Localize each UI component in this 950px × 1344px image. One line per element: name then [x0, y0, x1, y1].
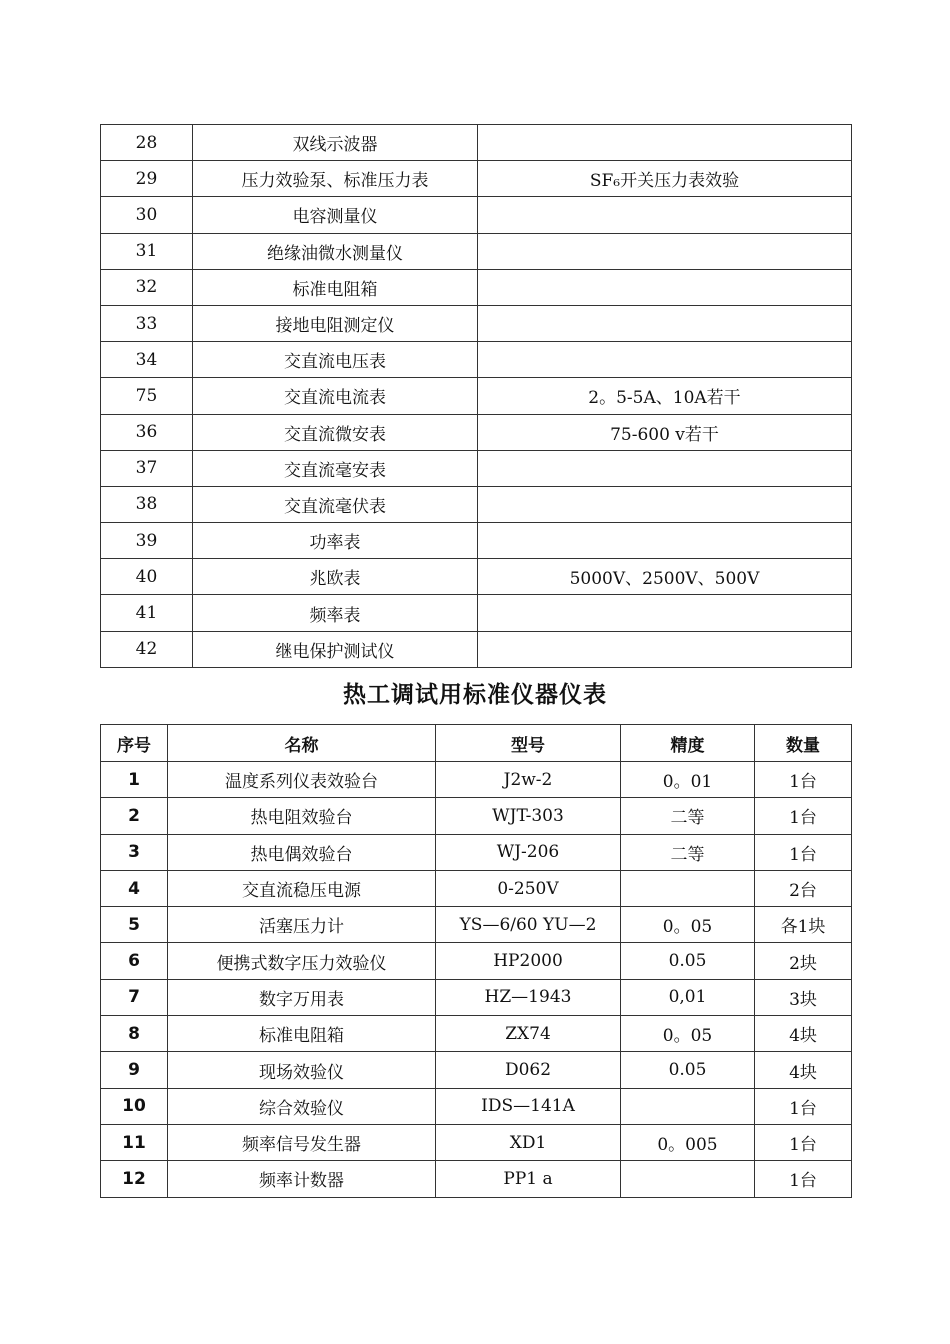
instrument-precision: 0。005 [621, 1124, 755, 1160]
instrument-name: 交直流电流表 [193, 378, 478, 414]
instrument-name: 继电保护测试仪 [193, 631, 478, 667]
row-number: 29 [101, 161, 193, 197]
table-row [101, 1161, 852, 1197]
table-row [101, 197, 852, 233]
table-row [101, 414, 852, 450]
table-row [101, 450, 852, 486]
instrument-precision [621, 1088, 755, 1124]
header-model: 型号 [436, 725, 621, 762]
instrument-model: YS—6/60 YU—2 [436, 907, 621, 943]
instrument-name: 兆欧表 [193, 559, 478, 595]
instrument-table-continued [100, 124, 852, 668]
instrument-name: 绝缘油微水测量仪 [193, 233, 478, 269]
instrument-name: 标准电阻箱 [168, 1016, 436, 1052]
table-row [101, 486, 852, 522]
row-number: 11 [101, 1124, 168, 1160]
instrument-name: 活塞压力计 [168, 907, 436, 943]
row-number: 10 [101, 1088, 168, 1124]
table-row [101, 378, 852, 414]
table-header-row [101, 725, 852, 762]
row-number: 37 [101, 450, 193, 486]
instrument-name: 标准电阻箱 [193, 269, 478, 305]
instrument-model: J2w-2 [436, 762, 621, 798]
table-row [101, 1088, 852, 1124]
row-number: 30 [101, 197, 193, 233]
table-row [101, 631, 852, 667]
instrument-precision: 二等 [621, 834, 755, 870]
instrument-name: 交直流微安表 [193, 414, 478, 450]
row-number: 42 [101, 631, 193, 667]
instrument-note [478, 450, 852, 486]
instrument-name: 频率计数器 [168, 1161, 436, 1197]
table-row [101, 762, 852, 798]
row-number: 38 [101, 486, 193, 522]
instrument-precision: 0。05 [621, 907, 755, 943]
row-number: 6 [101, 943, 168, 979]
row-number: 40 [101, 559, 193, 595]
instrument-name: 热电阻效验台 [168, 798, 436, 834]
instrument-note: 2。5-5A、10A若干 [478, 378, 852, 414]
row-number: 31 [101, 233, 193, 269]
row-number: 2 [101, 798, 168, 834]
instrument-model: IDS—141A [436, 1088, 621, 1124]
instrument-model: HZ—1943 [436, 979, 621, 1015]
instrument-quantity: 1台 [755, 762, 852, 798]
instrument-precision: 0.05 [621, 943, 755, 979]
instrument-name: 压力效验泵、标准压力表 [193, 161, 478, 197]
instrument-note [478, 125, 852, 161]
table-row [101, 342, 852, 378]
instrument-note [478, 523, 852, 559]
instrument-note [478, 631, 852, 667]
header-no: 序号 [101, 725, 168, 762]
instrument-name: 功率表 [193, 523, 478, 559]
instrument-note: SF₆开关压力表效验 [478, 161, 852, 197]
instrument-quantity: 1台 [755, 1088, 852, 1124]
instrument-note [478, 197, 852, 233]
instrument-name: 交直流稳压电源 [168, 870, 436, 906]
instrument-note: 75-600 v若干 [478, 414, 852, 450]
table-row [101, 161, 852, 197]
instrument-note [478, 269, 852, 305]
instrument-model: ZX74 [436, 1016, 621, 1052]
instrument-quantity: 1台 [755, 798, 852, 834]
instrument-model: WJ-206 [436, 834, 621, 870]
instrument-model: HP2000 [436, 943, 621, 979]
header-precision: 精度 [621, 725, 755, 762]
instrument-quantity: 1台 [755, 1161, 852, 1197]
table-row [101, 1052, 852, 1088]
instrument-precision: 二等 [621, 798, 755, 834]
row-number: 33 [101, 305, 193, 341]
table-row [101, 305, 852, 341]
row-number: 41 [101, 595, 193, 631]
header-qty: 数量 [755, 725, 852, 762]
section-title: 热工调试用标准仪器仪表 [343, 682, 607, 708]
row-number: 32 [101, 269, 193, 305]
instrument-name: 数字万用表 [168, 979, 436, 1015]
instrument-model: 0-250V [436, 870, 621, 906]
row-number: 1 [101, 762, 168, 798]
instrument-note [478, 233, 852, 269]
instrument-name: 综合效验仪 [168, 1088, 436, 1124]
instrument-note [478, 342, 852, 378]
table-row [101, 979, 852, 1015]
instrument-name: 双线示波器 [193, 125, 478, 161]
row-number: 8 [101, 1016, 168, 1052]
instrument-precision: 0,01 [621, 979, 755, 1015]
instrument-note: 5000V、2500V、500V [478, 559, 852, 595]
instrument-precision: 0。05 [621, 1016, 755, 1052]
instrument-note [478, 595, 852, 631]
instrument-note [478, 486, 852, 522]
instrument-precision: 0.05 [621, 1052, 755, 1088]
instrument-name: 交直流毫伏表 [193, 486, 478, 522]
row-number: 34 [101, 342, 193, 378]
instrument-quantity: 4块 [755, 1016, 852, 1052]
row-number: 9 [101, 1052, 168, 1088]
instrument-quantity: 3块 [755, 979, 852, 1015]
table-row [101, 269, 852, 305]
row-number: 3 [101, 834, 168, 870]
instrument-note [478, 305, 852, 341]
instrument-name: 接地电阻测定仪 [193, 305, 478, 341]
instrument-name: 频率信号发生器 [168, 1124, 436, 1160]
table-row [101, 907, 852, 943]
row-number: 7 [101, 979, 168, 1015]
header-name: 名称 [168, 725, 436, 762]
row-number: 5 [101, 907, 168, 943]
row-number: 12 [101, 1161, 168, 1197]
table-row [101, 1124, 852, 1160]
instrument-name: 便携式数字压力效验仪 [168, 943, 436, 979]
instrument-quantity: 1台 [755, 834, 852, 870]
table-row [101, 523, 852, 559]
instrument-name: 交直流毫安表 [193, 450, 478, 486]
table-row [101, 233, 852, 269]
table-row [101, 595, 852, 631]
table-row [101, 559, 852, 595]
instrument-quantity: 各1块 [755, 907, 852, 943]
row-number: 36 [101, 414, 193, 450]
instrument-table-body [101, 125, 852, 668]
row-number: 39 [101, 523, 193, 559]
row-number: 28 [101, 125, 193, 161]
table-row [101, 1016, 852, 1052]
instrument-quantity: 2台 [755, 870, 852, 906]
instrument-model: D062 [436, 1052, 621, 1088]
instrument-name: 频率表 [193, 595, 478, 631]
table-row [101, 125, 852, 161]
instrument-quantity: 1台 [755, 1124, 852, 1160]
instrument-quantity: 2块 [755, 943, 852, 979]
instrument-precision [621, 1161, 755, 1197]
instrument-name: 温度系列仪表效验台 [168, 762, 436, 798]
table-row [101, 798, 852, 834]
instrument-precision [621, 870, 755, 906]
instrument-model: WJT-303 [436, 798, 621, 834]
row-number: 4 [101, 870, 168, 906]
table-row [101, 943, 852, 979]
table-row [101, 870, 852, 906]
instrument-name: 电容测量仪 [193, 197, 478, 233]
instrument-name: 交直流电压表 [193, 342, 478, 378]
thermal-instrument-table [100, 724, 852, 1198]
instrument-name: 热电偶效验台 [168, 834, 436, 870]
instrument-model: PP1 a [436, 1161, 621, 1197]
row-number: 75 [101, 378, 193, 414]
instrument-precision: 0。01 [621, 762, 755, 798]
table-row [101, 834, 852, 870]
thermal-table-body [101, 762, 852, 1198]
instrument-model: XD1 [436, 1124, 621, 1160]
instrument-quantity: 4块 [755, 1052, 852, 1088]
instrument-name: 现场效验仪 [168, 1052, 436, 1088]
